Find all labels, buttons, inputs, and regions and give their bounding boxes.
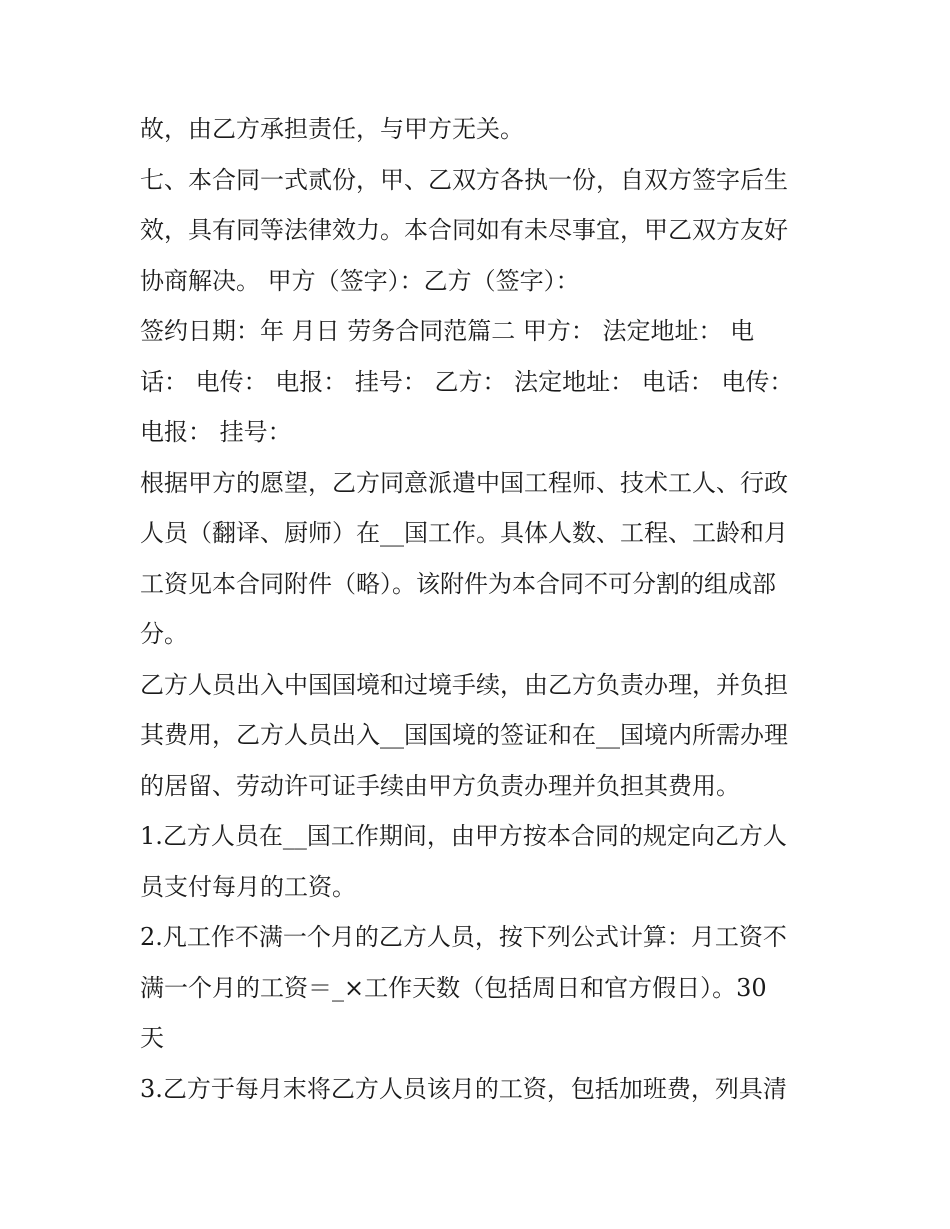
text-line: 2.凡工作不满一个月的乙方人员，按下列公式计算：月工资不: [140, 923, 787, 951]
text-line: 话： 电传： 电报： 挂号： 乙方： 法定地址： 电话： 电传：: [140, 367, 794, 396]
text-line: 其费用，乙方人员出入__国国境的签证和在__国境内所需办理: [140, 721, 788, 749]
text-line: 根据甲方的愿望，乙方同意派遣中国工程师、技术工人、行政: [140, 468, 788, 497]
document-body: [140, 104, 812, 1114]
text-line: 满一个月的工资＝_×工作天数（包括周日和官方假日）。30: [140, 973, 767, 1002]
text-line: 天: [140, 1024, 164, 1052]
text-line: 工资见本合同附件（略）。该附件为本合同不可分割的组成部: [140, 569, 776, 598]
text-line: 签约日期：年 月日 劳务合同范篇二 甲方： 法定地址： 电: [140, 317, 755, 345]
text-line: 效，具有同等法律效力。本合同如有未尽事宜，甲乙双方友好: [140, 216, 788, 244]
text-line: 人员（翻译、厨师）在__国工作。具体人数、工程、工龄和月: [140, 519, 788, 547]
text-line: 1.乙方人员在__国工作期间，由甲方按本合同的规定向乙方人: [140, 822, 787, 850]
text-line: 乙方人员出入中国国境和过境手续，由乙方负责办理，并负担: [140, 670, 788, 699]
text-line: 故，由乙方承担责任，与甲方无关。: [140, 115, 524, 143]
text-line: 七、本合同一式贰份，甲、乙双方各执一份，自双方签字后生: [140, 165, 788, 194]
text-line: 的居留、劳动许可证手续由甲方负责办理并负担其费用。: [140, 771, 740, 800]
text-line: 分。: [140, 620, 188, 648]
text-line: 3.乙方于每月末将乙方人员该月的工资，包括加班费，列具清: [140, 1074, 787, 1103]
text-line: 协商解决。 甲方（签字）：乙方（签字）：: [140, 266, 580, 295]
text-line: 电报： 挂号：: [140, 418, 292, 446]
text-line: 员支付每月的工资。: [140, 872, 356, 901]
